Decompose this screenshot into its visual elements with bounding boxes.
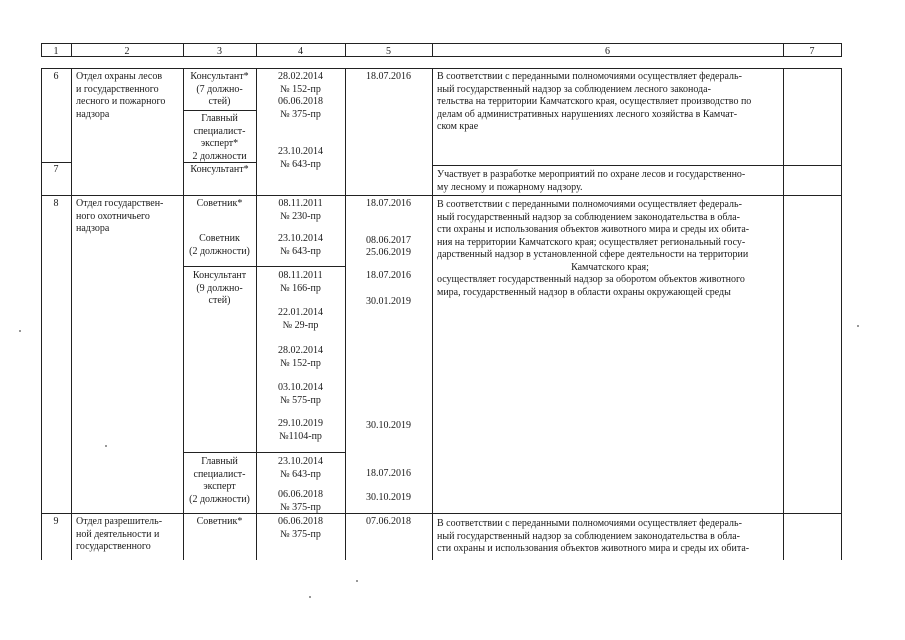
header-col-7: 7: [809, 46, 815, 57]
position-title: Советник*: [196, 516, 243, 527]
position-title: Главный специалист- эксперт* 2 должности: [192, 113, 247, 162]
effective-date: 18.07.2016: [366, 270, 411, 281]
scan-speck: [19, 330, 21, 332]
scan-speck: [105, 445, 107, 447]
position-title: Советник (2 должности): [189, 233, 250, 257]
header-col-3: 3: [217, 46, 222, 57]
row-number: 8: [53, 198, 59, 209]
function-description: В соответствии с переданными полномочиями осуществляет федераль- ный государственный надзор за соблюдением лесного законода- тельства на территории Камчатского края, осуществляет производство по делам об административных нарушениях лесного хозяйства в Камчат- ском крае: [437, 71, 752, 132]
scan-speck: [356, 580, 358, 582]
effective-date: 18.07.2016: [366, 468, 411, 479]
order-reference: 06.06.2018 № 375-пр: [278, 489, 323, 513]
effective-date: 18.07.2016: [366, 71, 411, 82]
order-reference: 22.01.2014 № 29-пр: [278, 307, 323, 331]
position-title: Главный специалист- эксперт (2 должности): [189, 456, 250, 505]
department-name: Отдел разрешитель- ной деятельности и государственного: [76, 516, 163, 552]
effective-date: 30.10.2019: [366, 492, 411, 503]
effective-date: 30.10.2019: [366, 420, 411, 431]
effective-date: 18.07.2016: [366, 198, 411, 209]
position-title: Консультант (9 должно- стей): [192, 270, 247, 306]
row-number: 6: [53, 71, 59, 82]
order-reference: 06.06.2018 № 375-пр: [278, 516, 323, 540]
scan-speck: [309, 596, 311, 598]
order-reference: 08.11.2011 № 166-пр: [278, 270, 323, 294]
effective-date: 30.01.2019: [366, 296, 411, 307]
department-name: Отдел охраны лесов и государственного лесного и пожарного надзора: [76, 71, 166, 120]
position-title: Советник*: [196, 198, 243, 209]
function-description: В соответствии с переданными полномочиями осуществляет федераль- ный государственный надзор за соблюдением законодательства в обла- сти охраны и использования объектов животного мира и среды их обита- ния на территории Камчатского края; осуществляет региональный госу- дарственный надзор в установленной сфере деятельности на территории Камчатского края; осуществляет государственный надзор за оборотом объектов животного мира, государственный надзор в области охраны окружающей среды: [437, 199, 750, 298]
order-reference: 28.02.2014 № 152-пр 06.06.2018 № 375-пр: [278, 71, 323, 120]
department-name: Отдел государствен- ного охотничьего надзора: [76, 198, 164, 234]
order-reference: 23.10.2014 № 643-пр: [278, 233, 323, 257]
header-col-5: 5: [386, 46, 391, 57]
effective-date: 25.06.2019: [366, 247, 411, 258]
row-number: 9: [53, 516, 59, 527]
function-description: Участвует в разработке мероприятий по охране лесов и государственно- му лесному и пожарному надзору.: [437, 169, 746, 193]
order-reference: 08.11.2011 № 230-пр: [278, 198, 323, 222]
scan-speck: [857, 325, 859, 327]
header-col-6: 6: [605, 46, 610, 57]
row-number: 7: [53, 164, 59, 175]
order-reference: 03.10.2014 № 575-пр: [278, 382, 323, 406]
effective-date: 07.06.2018: [366, 516, 411, 527]
order-reference: 29.10.2019 №1104-пр: [278, 418, 323, 442]
order-reference: 23.10.2014 № 643-пр: [278, 456, 323, 480]
function-description: В соответствии с переданными полномочиями осуществляет федераль- ный государственный надзор за соблюдением законодательства в обла- сти охраны и использования объектов животного мира и среды их обита-: [437, 518, 750, 554]
effective-date: 08.06.2017: [366, 235, 411, 246]
order-reference: 23.10.2014 № 643-пр: [278, 146, 323, 170]
position-title: Консультант*: [190, 164, 249, 175]
header-col-2: 2: [124, 46, 130, 57]
header-col-4: 4: [298, 46, 303, 57]
position-title: Консультант* (7 должно- стей): [190, 71, 249, 107]
order-reference: 28.02.2014 № 152-пр: [278, 345, 323, 369]
header-col-1: 1: [53, 46, 59, 57]
